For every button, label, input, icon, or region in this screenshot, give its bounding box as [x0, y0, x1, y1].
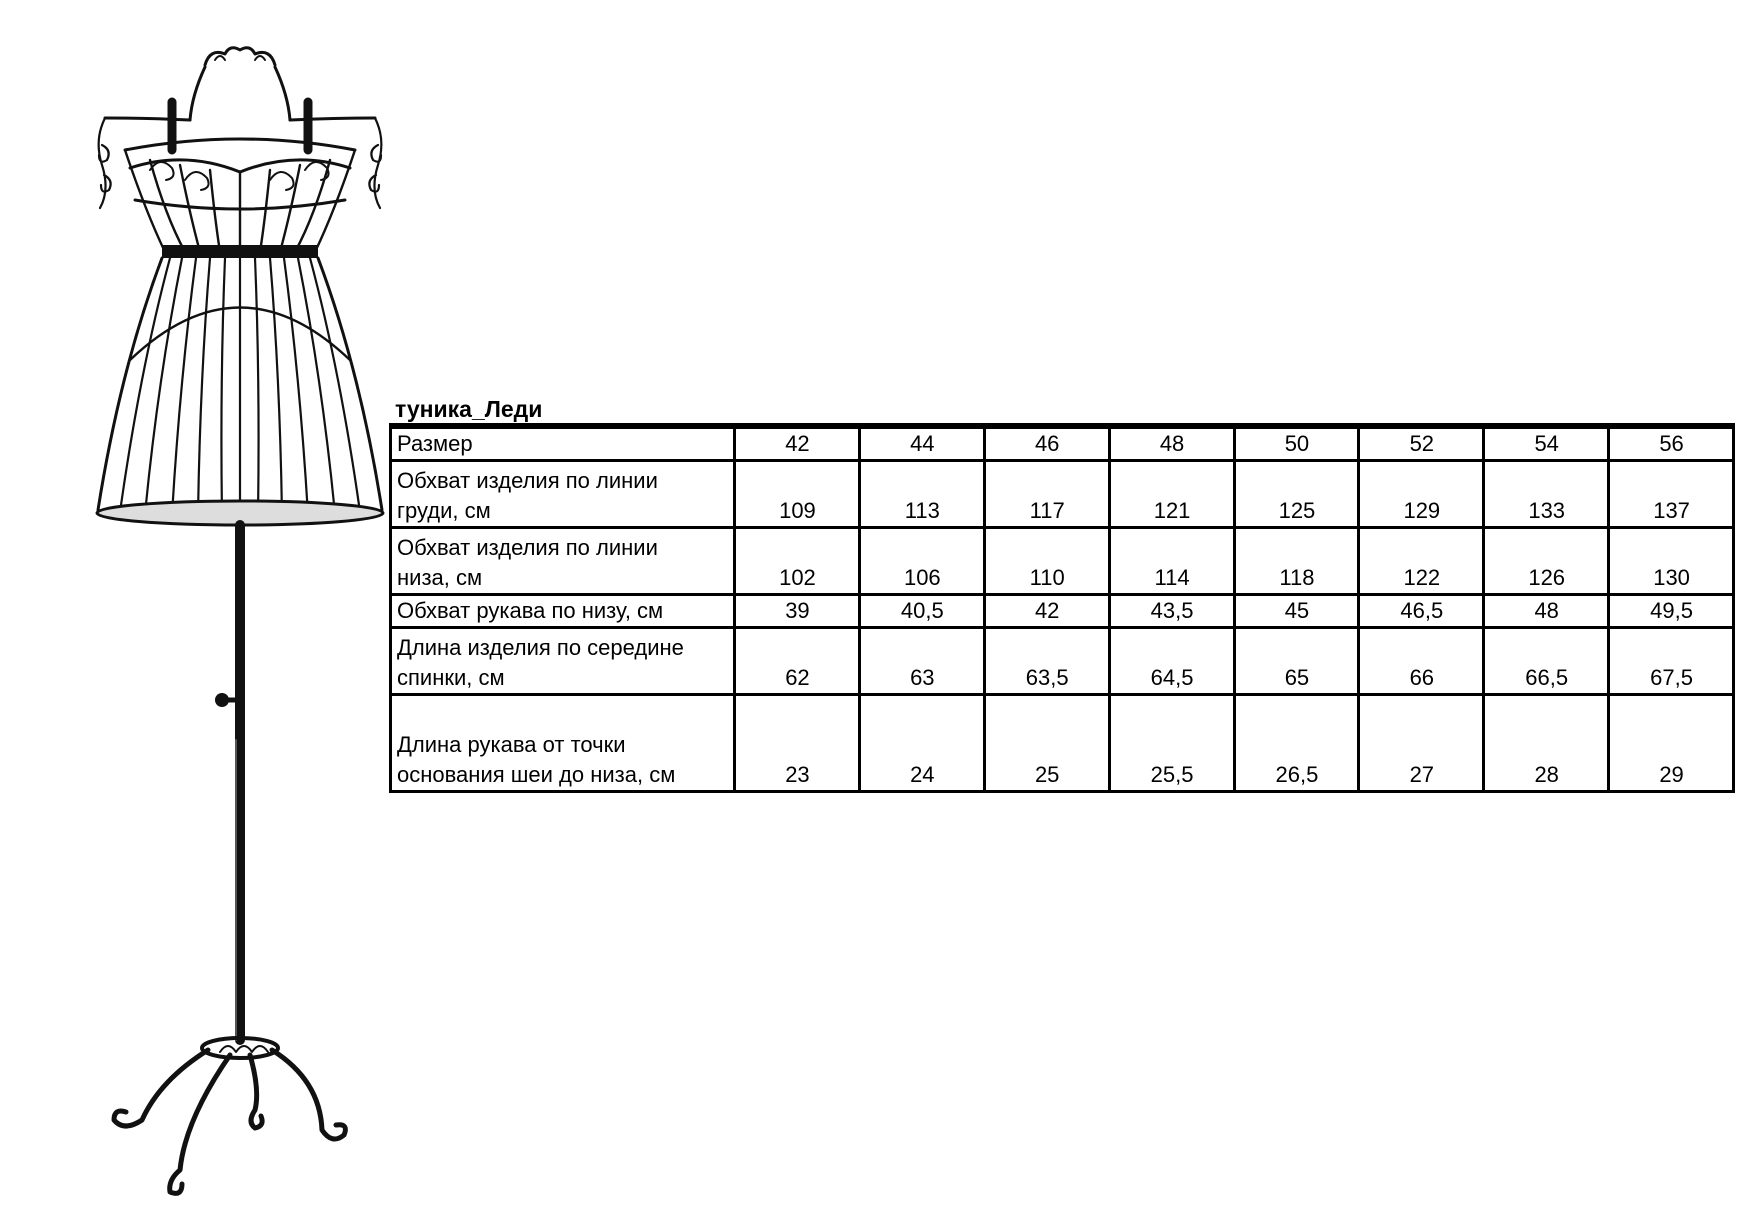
table-row: [391, 528, 1734, 595]
table-cell: 106: [859, 528, 984, 595]
size-header-cell: 54: [1484, 428, 1609, 461]
table-cell: 23: [735, 695, 860, 792]
left-scroll: [99, 118, 111, 208]
skirt-ribs: [120, 258, 360, 516]
table-cell: 117: [984, 461, 1109, 528]
shoulder-wires: [105, 118, 375, 120]
size-header-cell: 52: [1359, 428, 1484, 461]
table-cell: 49,5: [1609, 595, 1734, 628]
size-header-cell: 44: [859, 428, 984, 461]
table-cell: 137: [1609, 461, 1734, 528]
neck-wires: [190, 67, 290, 120]
size-header-cell: 46: [984, 428, 1109, 461]
size-header-cell: 48: [1109, 428, 1234, 461]
table-cell: 40,5: [859, 595, 984, 628]
table-row: [391, 695, 1734, 792]
table-cell: 118: [1234, 528, 1359, 595]
table-cell: 65: [1234, 628, 1359, 695]
size-table: [389, 426, 1735, 793]
table-cell: 62: [735, 628, 860, 695]
table-cell: 66,5: [1484, 628, 1609, 695]
table-cell: 121: [1109, 461, 1234, 528]
size-header-row: [391, 428, 1734, 461]
table-cell: 26,5: [1234, 695, 1359, 792]
table-cell: 113: [859, 461, 984, 528]
right-scroll: [369, 118, 381, 208]
table-cell: 102: [735, 528, 860, 595]
row-label: Длина рукава от точки основания шеи до низа, см: [391, 695, 735, 792]
row-label: Обхват рукава по низу, см: [391, 595, 735, 628]
table-cell: 24: [859, 695, 984, 792]
table-cell: 109: [735, 461, 860, 528]
table-cell: 67,5: [1609, 628, 1734, 695]
table-cell: 28: [1484, 695, 1609, 792]
table-row: [391, 595, 1734, 628]
size-chart: [389, 395, 1735, 793]
table-cell: 39: [735, 595, 860, 628]
table-cell: 64,5: [1109, 628, 1234, 695]
stand-legs: [114, 1050, 345, 1193]
table-cell: 48: [1484, 595, 1609, 628]
size-header-cell: 56: [1609, 428, 1734, 461]
table-row: [391, 461, 1734, 528]
table-cell: 42: [984, 595, 1109, 628]
neck-ornament: [205, 48, 275, 65]
size-header-cell: 50: [1234, 428, 1359, 461]
row-label: Обхват изделия по линии груди, см: [391, 461, 735, 528]
bust-line: [125, 139, 355, 150]
table-title: туника_Леди: [389, 395, 1735, 426]
table-cell: 126: [1484, 528, 1609, 595]
table-cell: 63: [859, 628, 984, 695]
table-cell: 130: [1609, 528, 1734, 595]
table-cell: 46,5: [1359, 595, 1484, 628]
table-cell: 129: [1359, 461, 1484, 528]
table-cell: 122: [1359, 528, 1484, 595]
waist-band: [162, 245, 318, 258]
table-cell: 114: [1109, 528, 1234, 595]
table-cell: 43,5: [1109, 595, 1234, 628]
table-cell: 63,5: [984, 628, 1109, 695]
bodice-ribs: [125, 150, 355, 252]
table-cell: 133: [1484, 461, 1609, 528]
table-cell: 110: [984, 528, 1109, 595]
table-cell: 29: [1609, 695, 1734, 792]
table-cell: 27: [1359, 695, 1484, 792]
size-header-cell: 42: [735, 428, 860, 461]
row-label: Обхват изделия по линии низа, см: [391, 528, 735, 595]
table-cell: 25: [984, 695, 1109, 792]
table-row: [391, 628, 1734, 695]
wire-dress-form-mannequin-icon: [90, 40, 390, 1210]
size-header-label: Размер: [391, 428, 735, 461]
table-cell: 66: [1359, 628, 1484, 695]
row-label: Длина изделия по середине спинки, см: [391, 628, 735, 695]
table-cell: 125: [1234, 461, 1359, 528]
table-cell: 25,5: [1109, 695, 1234, 792]
table-cell: 45: [1234, 595, 1359, 628]
